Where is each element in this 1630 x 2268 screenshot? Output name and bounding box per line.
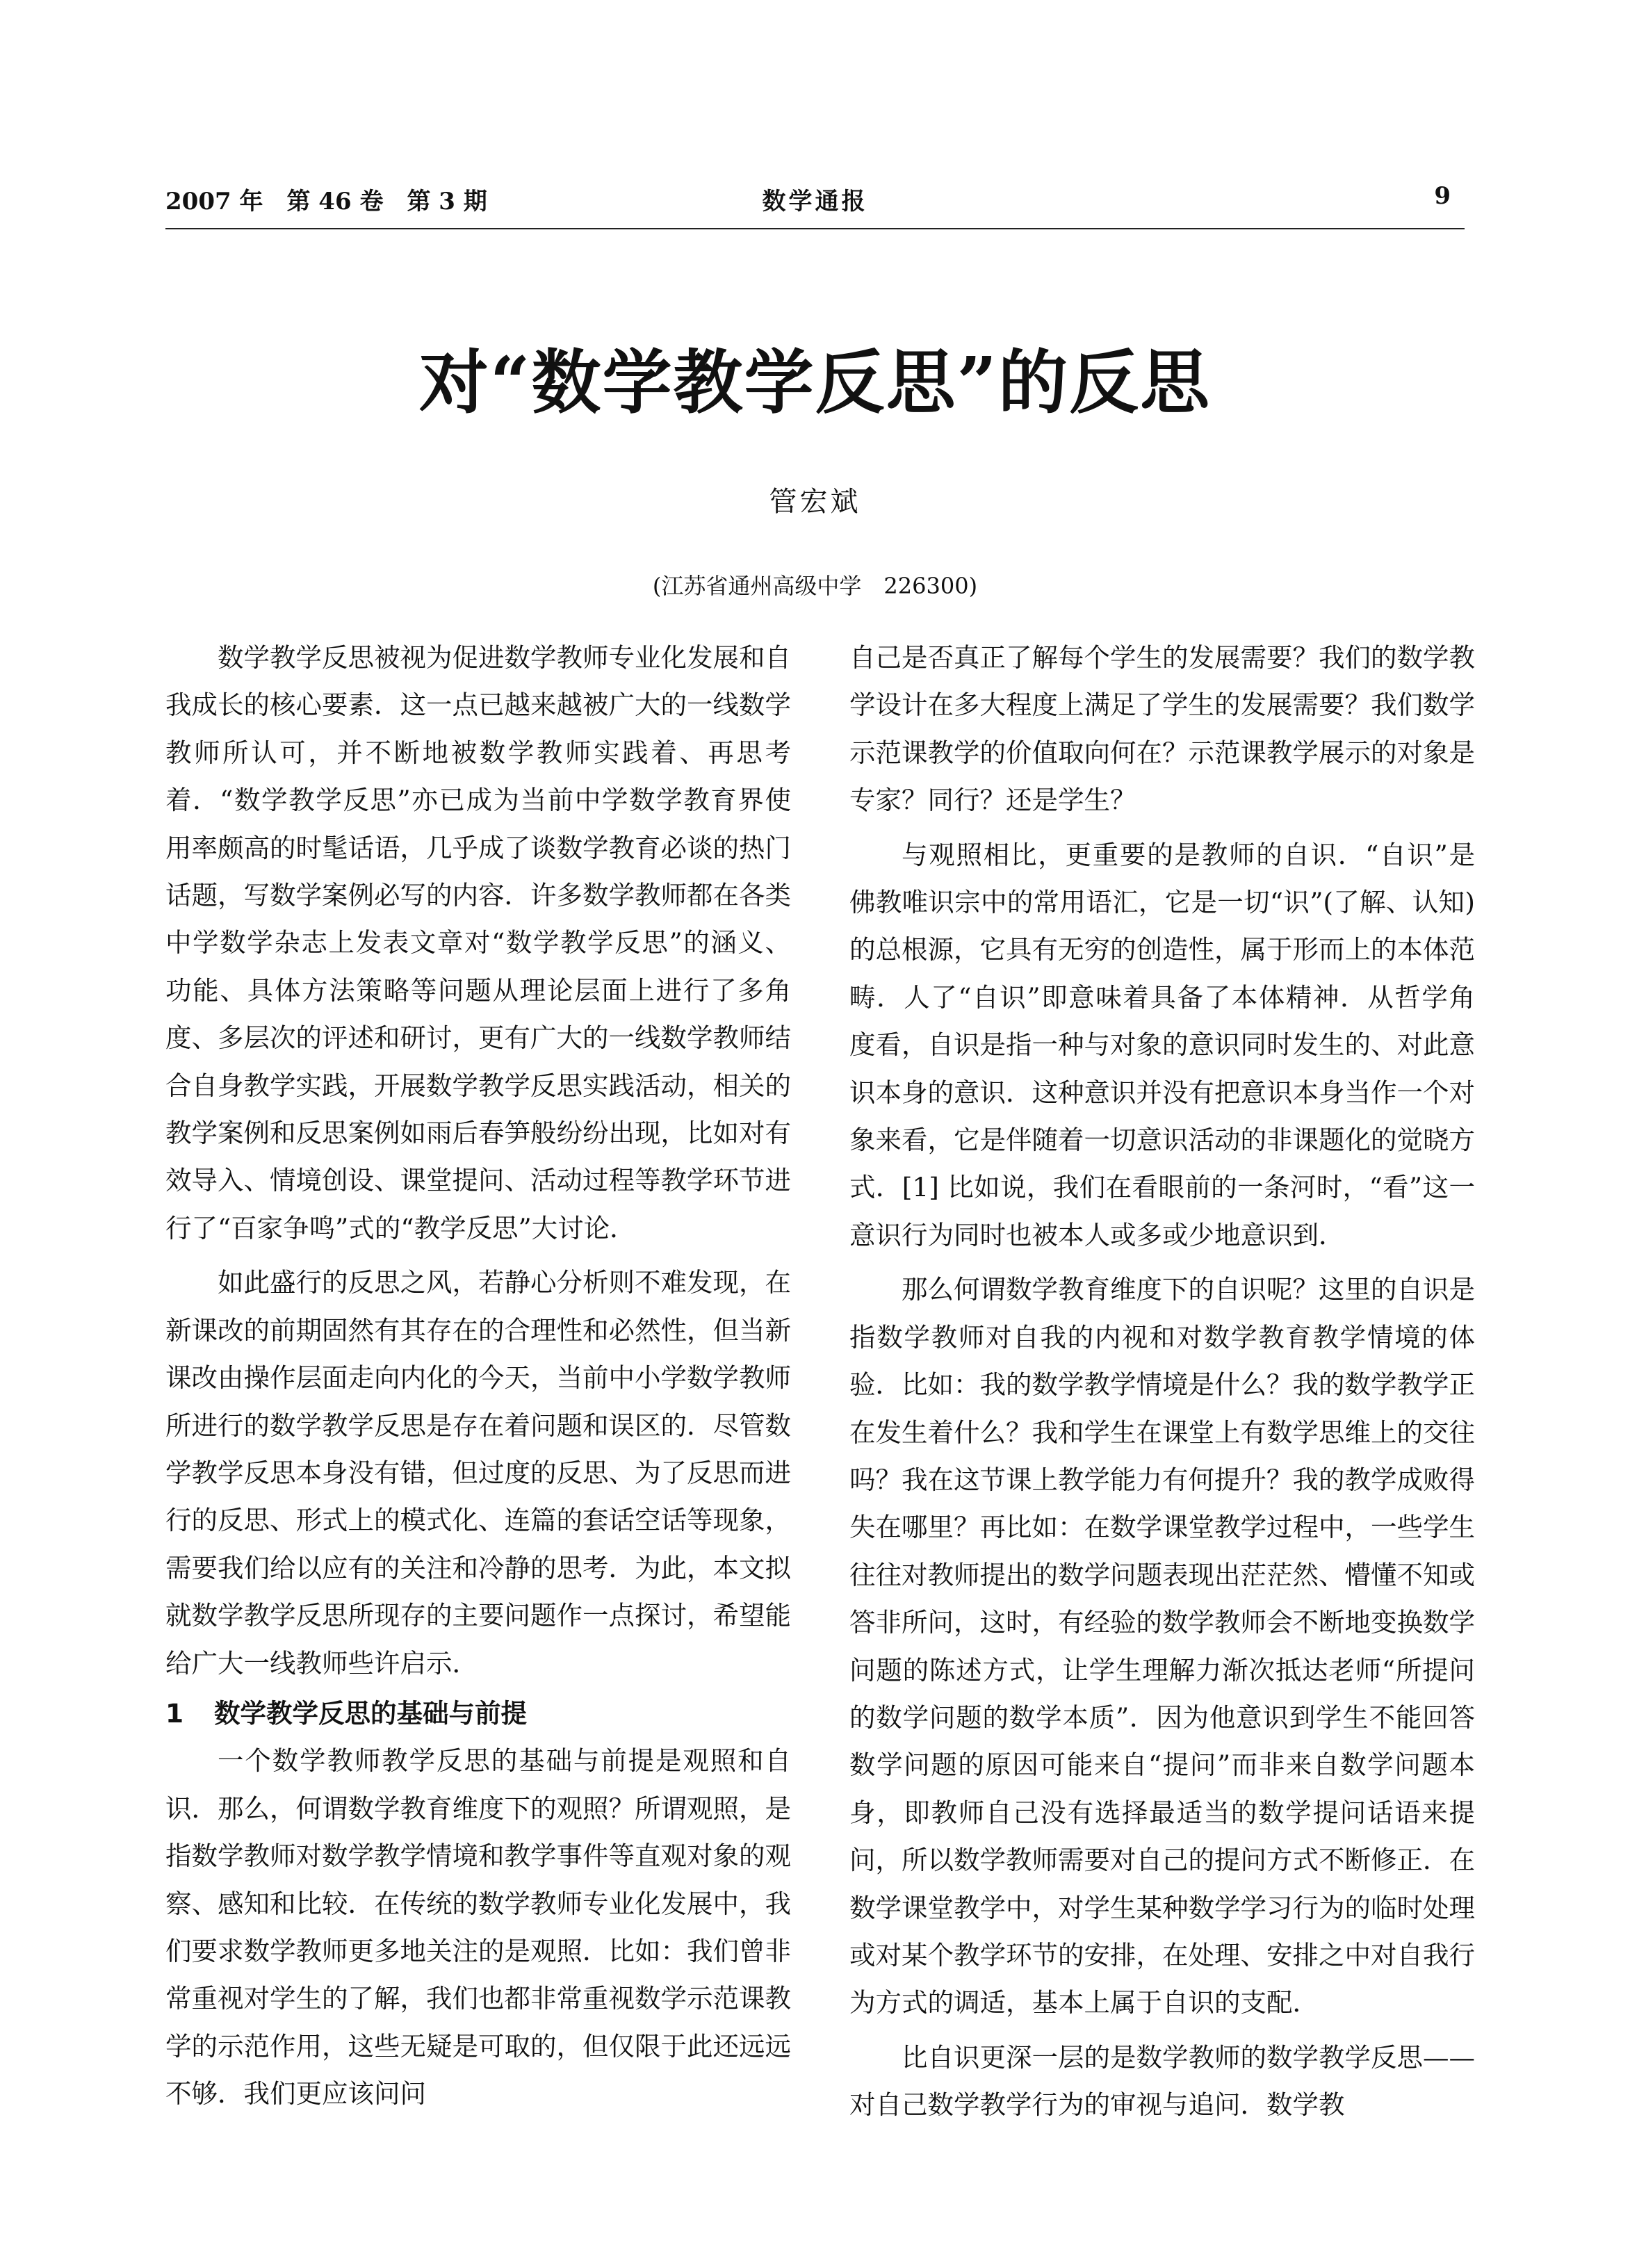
paragraph: 那么何谓数学教育维度下的自识呢？这里的自识是指数学教师对自我的内视和对数学教育教学情境的体验．比如：我的数学教学情境是什么？我的数学教学正在发生着什么？我和学生在课堂上有数学思维上的交往吗？我在这节课上教学能力有何提升？我的教学成败得失在哪里？再比如：在数学课堂教学过程中，一些学生往往对教师提出的数学问题表现出茫茫然、懵懂不知或答非所问，这时，有经验的数学教师会不断地变换数学问题的陈述方式，让学生理解力渐次抵达老师“所提问的数学问题的数学本质”．因为他意识到学生不能回答数学问题的原因可能来自“提问”而非来自数学问题本身，即教师自己没有选择最适当的数学提问话语来提问，所以数学教师需要对自己的提问方式不断修正．在数学课堂教学中，对学生某种数学学习行为的临时处理或对某个教学环节的安排，在处理、安排之中对自我行为方式的调适，基本上属于自识的支配．: [849, 1274, 1475, 2018]
author-name: 管宏斌: [769, 486, 861, 518]
page-number: 9: [1434, 182, 1451, 210]
paragraph: 比自识更深一层的是数学教师的数学教学反思——对自己数学教学行为的审视与追问．数学教: [849, 2041, 1475, 2121]
section-heading: [165, 1690, 791, 1737]
paragraph: 数学教学反思被视为促进数学教师专业化发展和自我成长的核心要素．这一点已越来越被广大的一线数学教师所认可，并不断地被数学教师实践着、再思考着．“数学教学反思”亦已成为当前中学数学教育界使用率颇高的时髦话语，几乎成了谈数学教育必谈的热门话题，写数学案例必写的内容．许多数学教师都在各类中学数学杂志上发表文章对“数学教学反思”的涵义、功能、具体方法策略等问题从理论层面上进行了多角度、多层次的评述和研讨，更有广大的一线数学教师结合自身教学实践，开展数学教学反思实践活动，相关的教学案例和反思案例如雨后春笋般纷纷出现，比如对有效导入、情境创设、课堂提问、活动过程等教学环节进行了“百家争鸣”式的“教学反思”大讨论．: [165, 642, 791, 1243]
author-affiliation: (江苏省通州高级中学 226300): [652, 573, 978, 599]
issue-info: 2007 年 第 46 卷 第 3 期: [165, 188, 487, 215]
paragraph: 自己是否真正了解每个学生的发展需要？我们的数学教学设计在多大程度上满足了学生的发展需要？我们数学示范课教学的价值取向何在？示范课教学展示的对象是专家？同行？还是学生？: [849, 642, 1475, 816]
left-column: [165, 634, 791, 2118]
journal-name: 数学通报: [762, 188, 868, 215]
header-rule: [165, 228, 1465, 229]
running-header: [165, 182, 1465, 217]
paragraph: 如此盛行的反思之风，若静心分析则不难发现，在新课改的前期固然有其存在的合理性和必然性，但当新课改由操作层面走向内化的今天，当前中小学数学教师所进行的数学教学反思是存在着问题和误区的．尽管数学教学反思本身没有错，但过度的反思、为了反思而进行的反思、形式上的模式化、连篇的套话空话等现象，需要我们给以应有的关注和冷静的思考．为此，本文拟就数学教学反思所现存的主要问题作一点探讨，希望能给广大一线教师些许启示．: [165, 1267, 791, 1679]
article-title: 对“数学教学反思”的反思: [418, 341, 1212, 423]
section-number: 1: [165, 1697, 184, 1729]
right-column: [849, 634, 1475, 2129]
paragraph: 一个数学教师教学反思的基础与前提是观照和自识．那么，何谓数学教育维度下的观照？所谓观照，是指数学教师对数学教学情境和教学事件等直观对象的观察、感知和比较．在传统的数学教师专业化发展中，我们要求数学教师更多地关注的是观照．比如：我们曾非常重视对学生的了解，我们也都非常重视数学示范课教学的示范作用，这些无疑是可取的，但仅限于此还远远不够．我们更应该问问: [165, 1745, 791, 2110]
section-title: 数学教学反思的基础与前提: [214, 1697, 527, 1729]
paragraph: 与观照相比，更重要的是教师的自识．“自识”是佛教唯识宗中的常用语汇，它是一切“识”(了解、认知)的总根源，它具有无穷的创造性，属于形而上的本体范畴．人了“自识”即意味着具备了本体精神．从哲学角度看，自识是指一种与对象的意识同时发生的、对此意识本身的意识．这种意识并没有把意识本身当作一个对象来看，它是伴随着一切意识活动的非课题化的觉晓方式．[1] 比如说，我们在看眼前的一条河时，“看”这一意识行为同时也被本人或多或少地意识到．: [849, 839, 1475, 1250]
